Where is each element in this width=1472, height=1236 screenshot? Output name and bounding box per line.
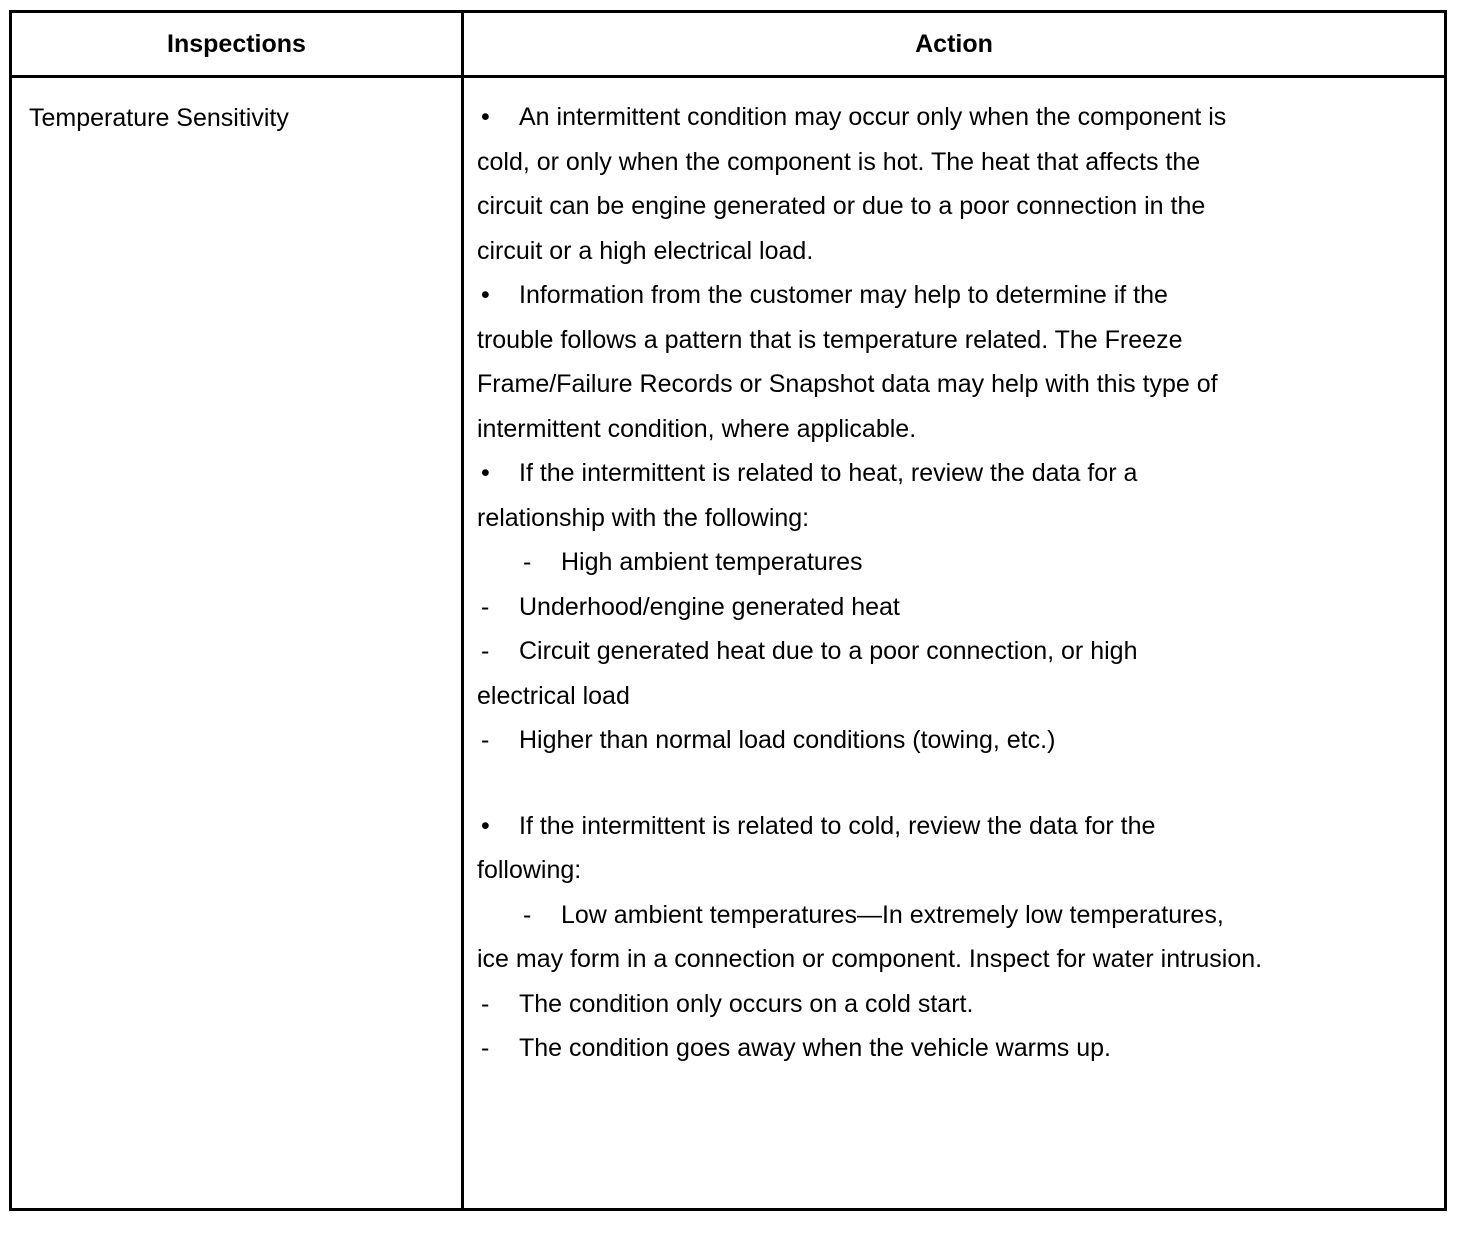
action-line <box>477 451 1437 496</box>
action-line: cold, or only when the component is hot. The heat that affects the <box>477 147 1201 176</box>
action-line: circuit can be engine generated or due to a poor connection in the <box>477 192 1206 220</box>
column-divider <box>461 13 464 1208</box>
header-action: Action <box>915 29 993 58</box>
dash-marker: - <box>523 548 532 576</box>
action-line <box>477 982 1437 1027</box>
bullet-marker: • <box>481 811 490 840</box>
dash-marker: - <box>481 592 490 621</box>
bullet-marker: • <box>481 281 490 309</box>
action-text: High ambient temperatures <box>561 548 863 576</box>
action-text: Higher than normal load conditions (towing, etc.) <box>519 726 1056 754</box>
action-line <box>477 804 1437 849</box>
action-line: following: <box>477 856 582 884</box>
action-text: The condition only occurs on a cold start. <box>519 989 974 1018</box>
action-text: Low ambient temperatures—In extremely low temperatures, <box>561 900 1224 929</box>
bullet-marker: • <box>481 459 490 487</box>
inspection-cell: Temperature Sensitivity <box>29 104 289 132</box>
dash-marker: - <box>481 726 490 754</box>
action-line: Frame/Failure Records or Snapshot data may help with this type of <box>477 370 1218 398</box>
action-line <box>477 1026 1437 1071</box>
action-text: Information from the customer may help to determine if the <box>519 281 1168 309</box>
action-line: intermittent condition, where applicable. <box>477 414 917 443</box>
action-line <box>477 540 1437 585</box>
action-line <box>477 893 1437 938</box>
dash-marker: - <box>481 989 490 1018</box>
action-text: Circuit generated heat due to a poor connection, or high <box>519 637 1138 665</box>
action-line: electrical load <box>477 681 630 710</box>
action-line <box>477 718 1437 763</box>
action-line: circuit or a high electrical load. <box>477 236 814 265</box>
inspection-action-table <box>9 10 1447 1211</box>
dash-marker: - <box>481 637 490 665</box>
spacer <box>477 763 1437 804</box>
action-line: ice may form in a connection or component. Inspect for water intrusion. <box>477 945 1263 973</box>
action-text: An intermittent condition may occur only when the component is <box>519 103 1227 131</box>
action-line <box>477 95 1437 140</box>
action-text: Underhood/engine generated heat <box>519 592 900 621</box>
action-text: If the intermittent is related to cold, review the data for the <box>519 811 1156 840</box>
action-line: trouble follows a pattern that is temperature related. The Freeze <box>477 325 1183 354</box>
action-cell <box>477 95 1437 1071</box>
action-text: If the intermittent is related to heat, review the data for a <box>519 459 1138 487</box>
action-line: relationship with the following: <box>477 503 810 532</box>
action-line <box>477 585 1437 630</box>
action-line <box>477 629 1437 674</box>
header-inspections: Inspections <box>167 29 306 58</box>
action-line <box>477 273 1437 318</box>
action-text: The condition goes away when the vehicle warms up. <box>519 1034 1111 1062</box>
bullet-marker: • <box>481 103 490 131</box>
dash-marker: - <box>523 900 532 929</box>
dash-marker: - <box>481 1034 490 1062</box>
header-rule <box>12 75 1444 78</box>
